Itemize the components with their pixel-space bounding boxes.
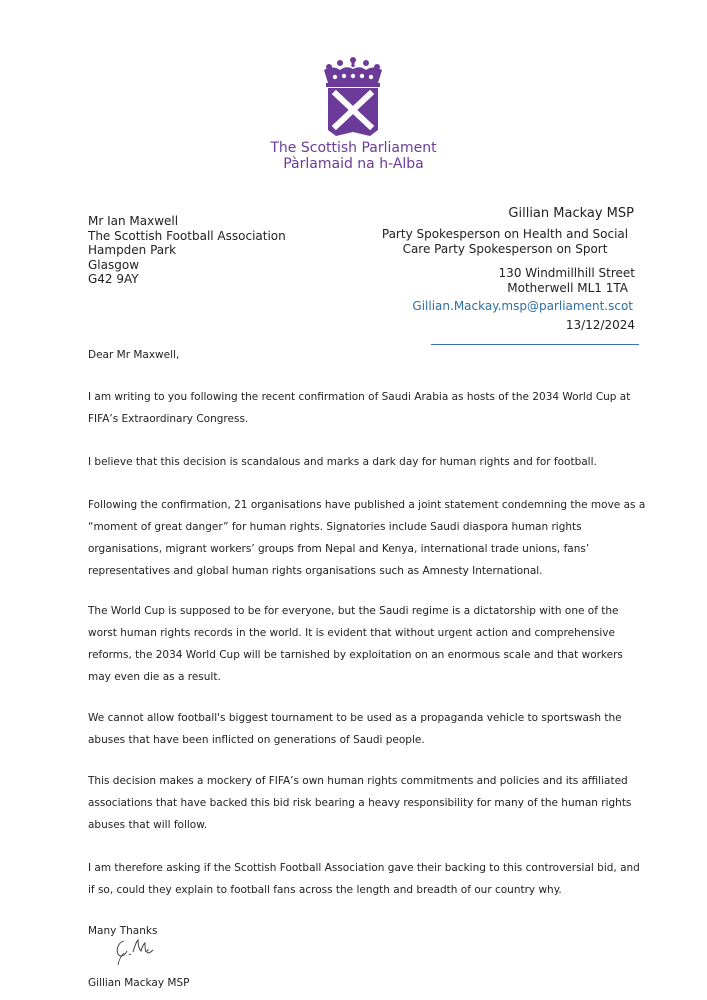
paragraph-2: I believe that this decision is scandalous and marks a dark day for human rights and for football.	[88, 456, 597, 468]
handwritten-signature-icon	[112, 935, 160, 967]
recipient-organisation: The Scottish Football Association	[88, 228, 286, 243]
recipient-city: Glasgow	[88, 257, 140, 272]
scottish-parliament-crest-icon	[320, 56, 386, 138]
sender-role: Party Spokesperson on Health and Social Care Party Spokesperson on Sport	[381, 227, 629, 256]
paragraph-1: I am writing to you following the recent confirmation of Saudi Arabia as hosts of the 2034 World Cup at FIFA’s Extraordinary Congress.	[88, 391, 631, 425]
recipient-name: Mr Ian Maxwell	[88, 214, 179, 228]
salutation: Dear Mr Maxwell,	[88, 349, 180, 361]
signoff-name: Gillian Mackay MSP	[88, 977, 190, 989]
closing: Many Thanks	[88, 925, 158, 937]
paragraph-6: This decision makes a mockery of FIFA’s own human rights commitments and policies and its affiliated associations that have backed this bid risk bearing a heavy responsibility for many of the human rights abuses that will follow.	[88, 775, 632, 831]
paragraph-5: We cannot allow football's biggest tournament to be used as a propaganda vehicle to sportswash the abuses that have been inflicted on generations of Saudi people.	[88, 712, 622, 746]
sender-address-line2: Motherwell ML1 1TA	[507, 281, 628, 295]
parliament-name-gaelic: Pàrlamaid na h-Alba	[283, 156, 424, 172]
sender-name: Gillian Mackay MSP	[508, 206, 634, 221]
sender-email-link[interactable]: Gillian.Mackay.msp@parliament.scot	[412, 299, 633, 313]
recipient-street: Hampden Park	[88, 243, 177, 258]
recipient-address	[88, 214, 286, 287]
paragraph-7: I am therefore asking if the Scottish Football Association gave their backing to this controversial bid, and if so, could they explain to football fans across the length and breadth of our country why.	[88, 862, 640, 896]
letter-date: 13/12/2024	[565, 318, 635, 332]
sender-address-line1: 130 Windmillhill Street	[498, 266, 635, 280]
paragraph-3: Following the confirmation, 21 organisations have published a joint statement condemning the move as a “moment of great danger” for human rights. Signatories include Saudi diaspora human rights organisations, migrant workers’ groups from Nepal and Kenya, international trade unions, fans’ representatives and global human rights organisations such as Amnesty International.	[88, 499, 646, 577]
parliament-name-english: The Scottish Parliament	[270, 140, 437, 156]
recipient-postcode: G42 9AY	[88, 272, 139, 287]
paragraph-4: The World Cup is supposed to be for everyone, but the Saudi regime is a dictatorship with one of the worst human rights records in the world. It is evident that without urgent action and comprehensive reforms, the 2034 World Cup will be tarnished by exploitation on an enormous scale and that workers may even die as a result.	[88, 605, 623, 683]
